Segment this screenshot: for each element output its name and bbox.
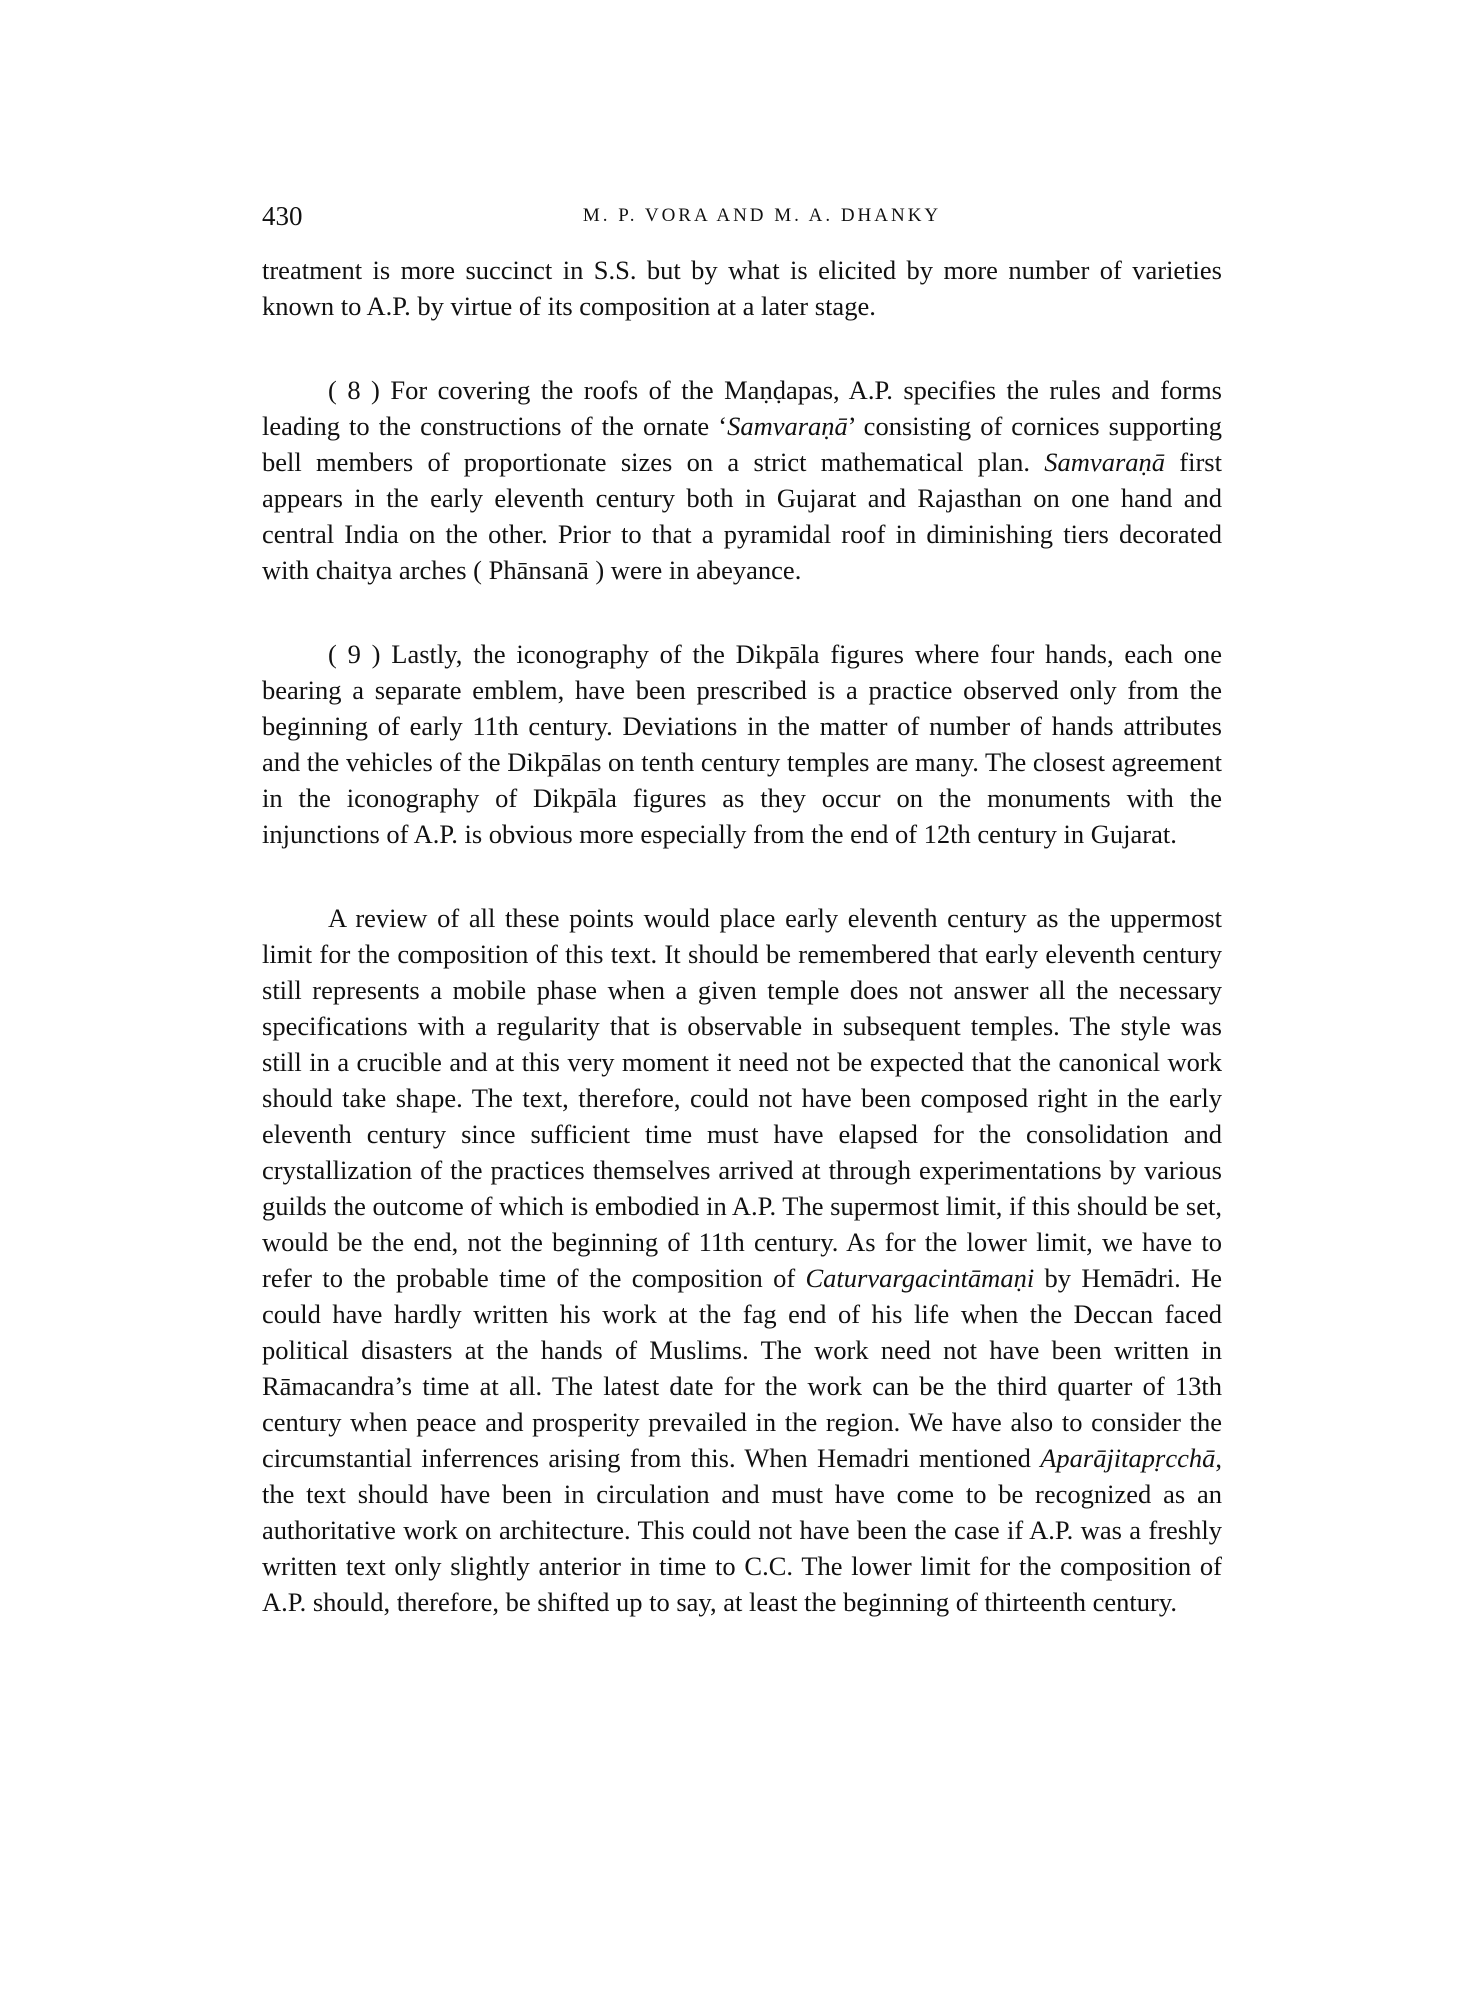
- paragraph-text: by Hemādri. He could have hardly written his work at the fag end of his life when the Deccan faced political disasters at the hands of Muslims. The work need not have been written in Rāmacandra’s time at all. The latest date for the work can be the third quarter of 13th century when peace and prosperity prevailed in the region. We have also to consider the circumstantial inferrences arising from this. When Hemadri mentioned: [262, 1263, 1222, 1473]
- body-text: [262, 252, 1222, 1620]
- italic-term: Samvaraṇā: [1044, 447, 1166, 477]
- paragraph-point-9: ( 9 ) Lastly, the iconography of the Dikpāla figures where four hands, each one bearing a separate emblem, have been prescribed is a practice observed only from the beginning of early 11th century. Deviations in the matter of number of hands attributes and the vehicles of the Dikpālas on tenth century temples are many. The closest agreement in the iconography of Dikpāla figures as they occur on the monuments with the injunctions of A.P. is obvious more especially from the end of 12th century in Gujarat.: [262, 639, 1222, 849]
- running-title: M. P. VORA AND M. A. DHANKY: [582, 205, 942, 226]
- paragraph-review: [262, 900, 1222, 1620]
- running-head: [262, 198, 1222, 234]
- paragraph-point-8: [262, 372, 1222, 588]
- paragraph-text: first appears in the early eleventh century both in Gujarat and Rajasthan on one hand and central India on the other. Prior to that a pyramidal roof in diminishing tiers decorated with chaitya arches ( Phānsanā ) were in abeyance.: [262, 447, 1222, 585]
- italic-term: Aparājitapṛcchā: [1040, 1443, 1216, 1473]
- paragraph-text: A review of all these points would place early eleventh century as the uppermost limit for the composition of this text. It should be remembered that early eleventh century still represents a mobile phase when a given temple does not answer all the necessary specifications with a regularity that is observable in subsequent temples. The style was still in a crucible and at this very moment it need not be expected that the canonical work should take shape. The text, therefore, could not have been composed right in the early eleventh century since sufficient time must have elapsed for the consolidation and crystallization of the practices themselves arrived at through experimentations by various guilds the outcome of which is embodied in A.P. The supermost limit, if this should be set, would be the end, not the beginning of 11th century. As for the lower limit, we have to refer to the probable time of the composition of: [262, 903, 1222, 1293]
- italic-term: Samvaraṇā: [727, 411, 848, 441]
- italic-term: Caturvargacintāmaṇi: [805, 1263, 1035, 1293]
- paragraph-text: , the text should have been in circulation and must have come to be recognized as an authoritative work on architecture. This could not have been the case if A.P. was a freshly written text only slightly anterior in time to C.C. The lower limit for the composition of A.P. should, therefore, be shifted up to say, at least the beginning of thirteenth century.: [262, 1443, 1222, 1617]
- paragraph-text: ’ consisting of cornices supporting bell members of proportionate sizes on a strict mathematical plan.: [262, 411, 1222, 477]
- paragraph-text: ( 8 ) For covering the roofs of the Maṇḍapas, A.P. specifies the rules and forms leading to the constructions of the ornate ‘: [262, 375, 1222, 441]
- page-number: 430: [262, 201, 303, 231]
- paragraph-continuation: treatment is more succinct in S.S. but by what is elicited by more number of varieties known to A.P. by virtue of its composition at a later stage.: [262, 255, 1222, 321]
